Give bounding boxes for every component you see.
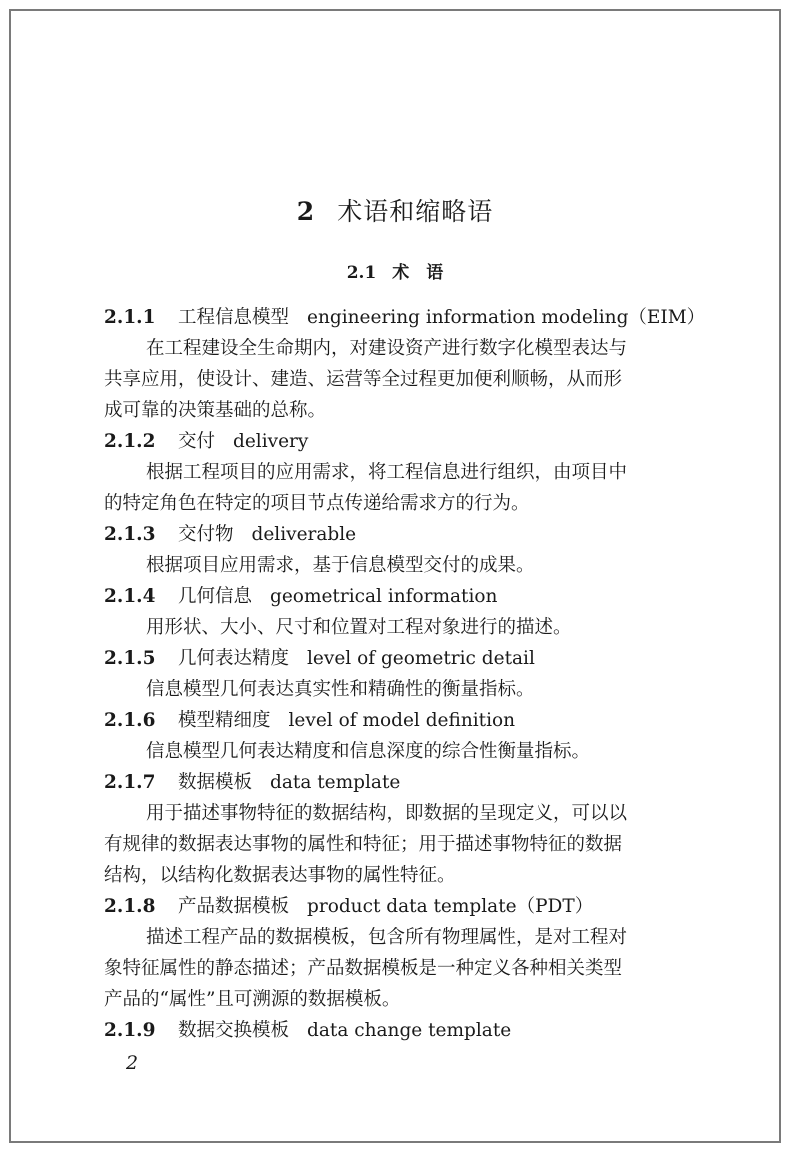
term-number: 2.1.2 — [104, 431, 156, 452]
term-definition-line: 有规律的数据表达事物的属性和特征；用于描述事物特征的数据 — [104, 834, 623, 855]
term-entry — [104, 705, 684, 767]
term-number: 2.1.8 — [104, 896, 156, 917]
term-heading — [104, 705, 684, 736]
term-english-name: delivery — [233, 431, 309, 452]
term-definition-line: 信息模型几何表达真实性和精确性的衡量指标。 — [146, 679, 535, 700]
term-heading — [104, 891, 684, 922]
term-english-name: engineering information modeling（EIM） — [307, 307, 706, 328]
term-definition-line: 用形状、大小、尺寸和位置对工程对象进行的描述。 — [146, 617, 572, 638]
term-heading — [104, 643, 684, 674]
term-definition-line: 产品的“属性”且可溯源的数据模板。 — [104, 989, 401, 1010]
term-entry — [104, 581, 684, 643]
term-heading — [104, 767, 684, 798]
term-definition-line: 结构，以结构化数据表达事物的属性特征。 — [104, 865, 456, 886]
term-heading — [104, 1015, 684, 1046]
term-entry — [104, 519, 684, 581]
term-definition-line: 共享应用，使设计、建造、运营等全过程更加便利顺畅，从而形 — [104, 369, 623, 390]
term-chinese-name: 几何信息 — [178, 586, 253, 607]
term-number: 2.1.7 — [104, 772, 156, 793]
chapter-name: 术语和缩略语 — [337, 197, 494, 226]
term-english-name: level of model definition — [288, 710, 516, 731]
term-chinese-name: 几何表达精度 — [178, 648, 290, 669]
chapter-title — [0, 192, 790, 228]
term-definition-line: 根据工程项目的应用需求，将工程信息进行组织，由项目中 — [146, 462, 628, 483]
term-list — [104, 302, 706, 1046]
term-definition-line: 的特定角色在特定的项目节点传递给需求方的行为。 — [104, 493, 530, 514]
term-definition-line: 根据项目应用需求，基于信息模型交付的成果。 — [146, 555, 535, 576]
term-chinese-name: 数据交换模板 — [178, 1020, 290, 1041]
term-definition-line: 成可靠的决策基础的总称。 — [104, 400, 327, 421]
term-english-name: deliverable — [251, 524, 357, 545]
section-name: 术 语 — [392, 263, 444, 283]
term-heading — [104, 519, 684, 550]
term-entry — [104, 302, 706, 426]
term-entry — [104, 1015, 684, 1046]
term-chinese-name: 交付 — [178, 431, 216, 452]
term-chinese-name: 数据模板 — [178, 772, 253, 793]
term-chinese-name: 产品数据模板 — [178, 896, 290, 917]
term-chinese-name: 交付物 — [178, 524, 234, 545]
term-entry — [104, 767, 684, 891]
term-heading — [104, 302, 706, 333]
term-number: 2.1.6 — [104, 710, 156, 731]
term-english-name: level of geometric detail — [307, 648, 535, 669]
term-entry — [104, 426, 684, 519]
chapter-number: 2 — [296, 197, 316, 226]
term-definition-line: 象特征属性的静态描述；产品数据模板是一种定义各种相关类型 — [104, 958, 623, 979]
term-definition-line: 描述工程产品的数据模板，包含所有物理属性，是对工程对 — [146, 927, 628, 948]
term-heading — [104, 426, 684, 457]
term-english-name: data change template — [307, 1020, 512, 1041]
term-number: 2.1.3 — [104, 524, 156, 545]
term-heading — [104, 581, 684, 612]
term-chinese-name: 模型精细度 — [178, 710, 271, 731]
term-english-name: data template — [270, 772, 401, 793]
term-definition-line: 在工程建设全生命期内，对建设资产进行数字化模型表达与 — [146, 338, 628, 359]
term-number: 2.1.1 — [104, 307, 156, 328]
term-number: 2.1.9 — [104, 1020, 156, 1041]
term-english-name: product data template（PDT） — [307, 896, 594, 917]
page-number: 2 — [126, 1052, 139, 1074]
term-number: 2.1.5 — [104, 648, 156, 669]
term-definition-line: 用于描述事物特征的数据结构，即数据的呈现定义，可以以 — [146, 803, 628, 824]
section-number: 2.1 — [346, 263, 377, 283]
term-number: 2.1.4 — [104, 586, 156, 607]
term-entry — [104, 643, 684, 705]
term-definition-line: 信息模型几何表达精度和信息深度的综合性衡量指标。 — [146, 741, 591, 762]
term-entry — [104, 891, 684, 1015]
term-chinese-name: 工程信息模型 — [178, 307, 290, 328]
term-english-name: geometrical information — [270, 586, 498, 607]
section-title — [0, 258, 790, 283]
